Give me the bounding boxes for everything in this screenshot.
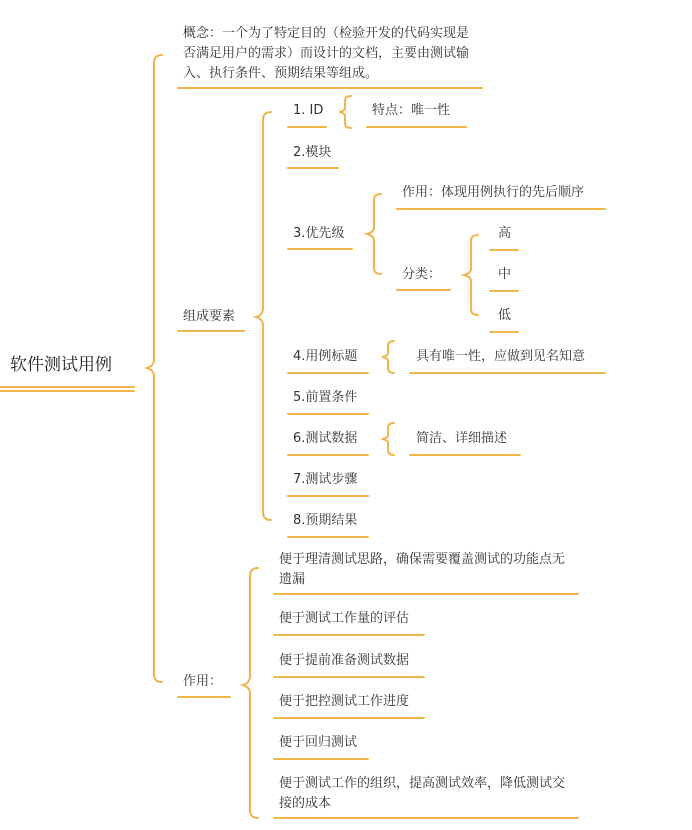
- title-note-node[interactable]: 具有唯一性，应做到见名知意: [416, 349, 586, 364]
- element-module[interactable]: 2.模块: [293, 145, 332, 160]
- priority-level-high[interactable]: 高: [498, 226, 512, 241]
- element-steps[interactable]: 7.测试步骤: [293, 472, 358, 487]
- id-feature-node[interactable]: 特点：唯一性: [372, 103, 451, 118]
- element-priority[interactable]: 3.优先级: [293, 226, 345, 241]
- priority-level-medium[interactable]: 中: [498, 267, 512, 282]
- priority-purpose-node[interactable]: 作用：体现用例执行的先后顺序: [402, 185, 585, 200]
- elements-node[interactable]: 组成要素: [183, 309, 236, 324]
- test-data-note-node[interactable]: 简洁、详细描述: [416, 431, 508, 446]
- root-topic[interactable]: 软件测试用例: [10, 355, 112, 375]
- uses-node[interactable]: 作用：: [183, 674, 223, 689]
- use-item[interactable]: 便于测试工作量的评估: [279, 611, 410, 626]
- use-item[interactable]: 便于理清测试思路，确保需要覆盖测试的功能点无遗漏: [279, 552, 566, 587]
- element-test-data[interactable]: 6.测试数据: [293, 431, 358, 446]
- use-item[interactable]: 便于提前准备测试数据: [279, 653, 410, 668]
- priority-level-low[interactable]: 低: [498, 308, 512, 323]
- element-title[interactable]: 4.用例标题: [293, 349, 358, 364]
- concept-node[interactable]: 概念：一个为了特定目的（检验开发的代码实现是否满足用户的需求）而设计的文档，主要由测试输入、执行条件、预期结果等组成。: [183, 26, 470, 81]
- element-expected[interactable]: 8.预期结果: [293, 513, 358, 528]
- element-precondition[interactable]: 5.前置条件: [293, 390, 358, 405]
- use-item[interactable]: 便于测试工作的组织，提高测试效率，降低测试交接的成本: [279, 776, 566, 811]
- priority-category-node[interactable]: 分类：: [402, 267, 442, 282]
- element-id[interactable]: 1. ID: [293, 103, 324, 118]
- use-item[interactable]: 便于把控测试工作进度: [279, 694, 410, 709]
- use-item[interactable]: 便于回归测试: [279, 735, 358, 750]
